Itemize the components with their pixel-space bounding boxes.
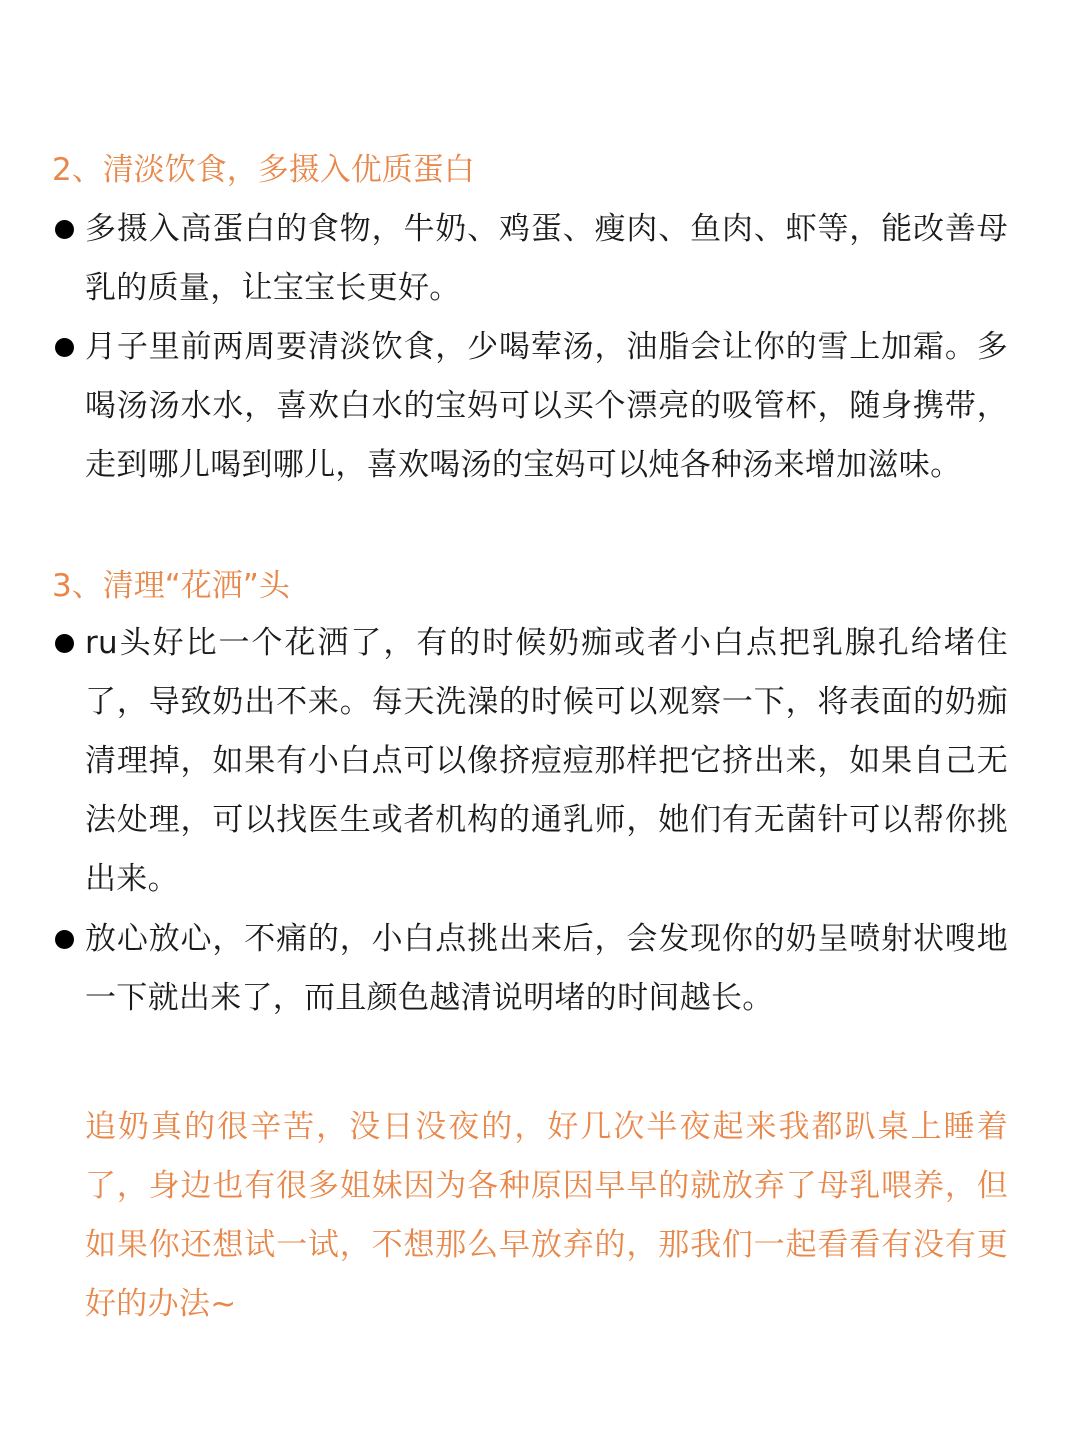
bullet-dot-icon bbox=[55, 220, 74, 239]
list-item bbox=[52, 200, 1012, 318]
bullet-text: 月子里前两周要清淡饮食，少喝荤汤，油脂会让你的雪上加霜。多喝汤汤水水，喜欢白水的宝妈可以买个漂亮的吸管杯，随身携带，走到哪儿喝到哪儿，喜欢喝汤的宝妈可以炖各种汤来增加滋味。 bbox=[85, 329, 1008, 483]
bullet-dot-icon bbox=[55, 338, 74, 357]
bullet-text: 放心放心，不痛的，小白点挑出来后，会发现你的奶呈喷射状嗖地一下就出来了，而且颜色越清说明堵的时间越长。 bbox=[85, 921, 1008, 1016]
list-item bbox=[52, 614, 1012, 909]
bullet-text: 多摄入高蛋白的食物，牛奶、鸡蛋、瘦肉、鱼肉、虾等，能改善母乳的质量，让宝宝长更好。 bbox=[85, 211, 1008, 306]
bullet-dot-icon bbox=[55, 930, 74, 949]
section-heading-cleaning: 3、清理“花洒”头 bbox=[52, 568, 290, 604]
bullet-dot-icon bbox=[55, 634, 74, 653]
bullet-text: ru头好比一个花洒了，有的时候奶痂或者小白点把乳腺孔给堵住了，导致奶出不来。每天洗澡的时候可以观察一下，将表面的奶痂清理掉，如果有小白点可以像挤痘痘那样把它挤出来，如果自己无法处理，可以找医生或者机构的通乳师，她们有无菌针可以帮你挑出来。 bbox=[85, 625, 1008, 897]
section-heading-diet: 2、清淡饮食，多摄入优质蛋白 bbox=[52, 152, 475, 188]
list-item bbox=[52, 910, 1012, 1028]
closing-paragraph: 追奶真的很辛苦，没日没夜的，好几次半夜起来我都趴桌上睡着了，身边也有很多姐妹因为各种原因早早的就放弃了母乳喂养，但如果你还想试一试，不想那么早放弃的，那我们一起看看有没有更好的办法~ bbox=[85, 1109, 1008, 1322]
list-item bbox=[52, 318, 1012, 495]
